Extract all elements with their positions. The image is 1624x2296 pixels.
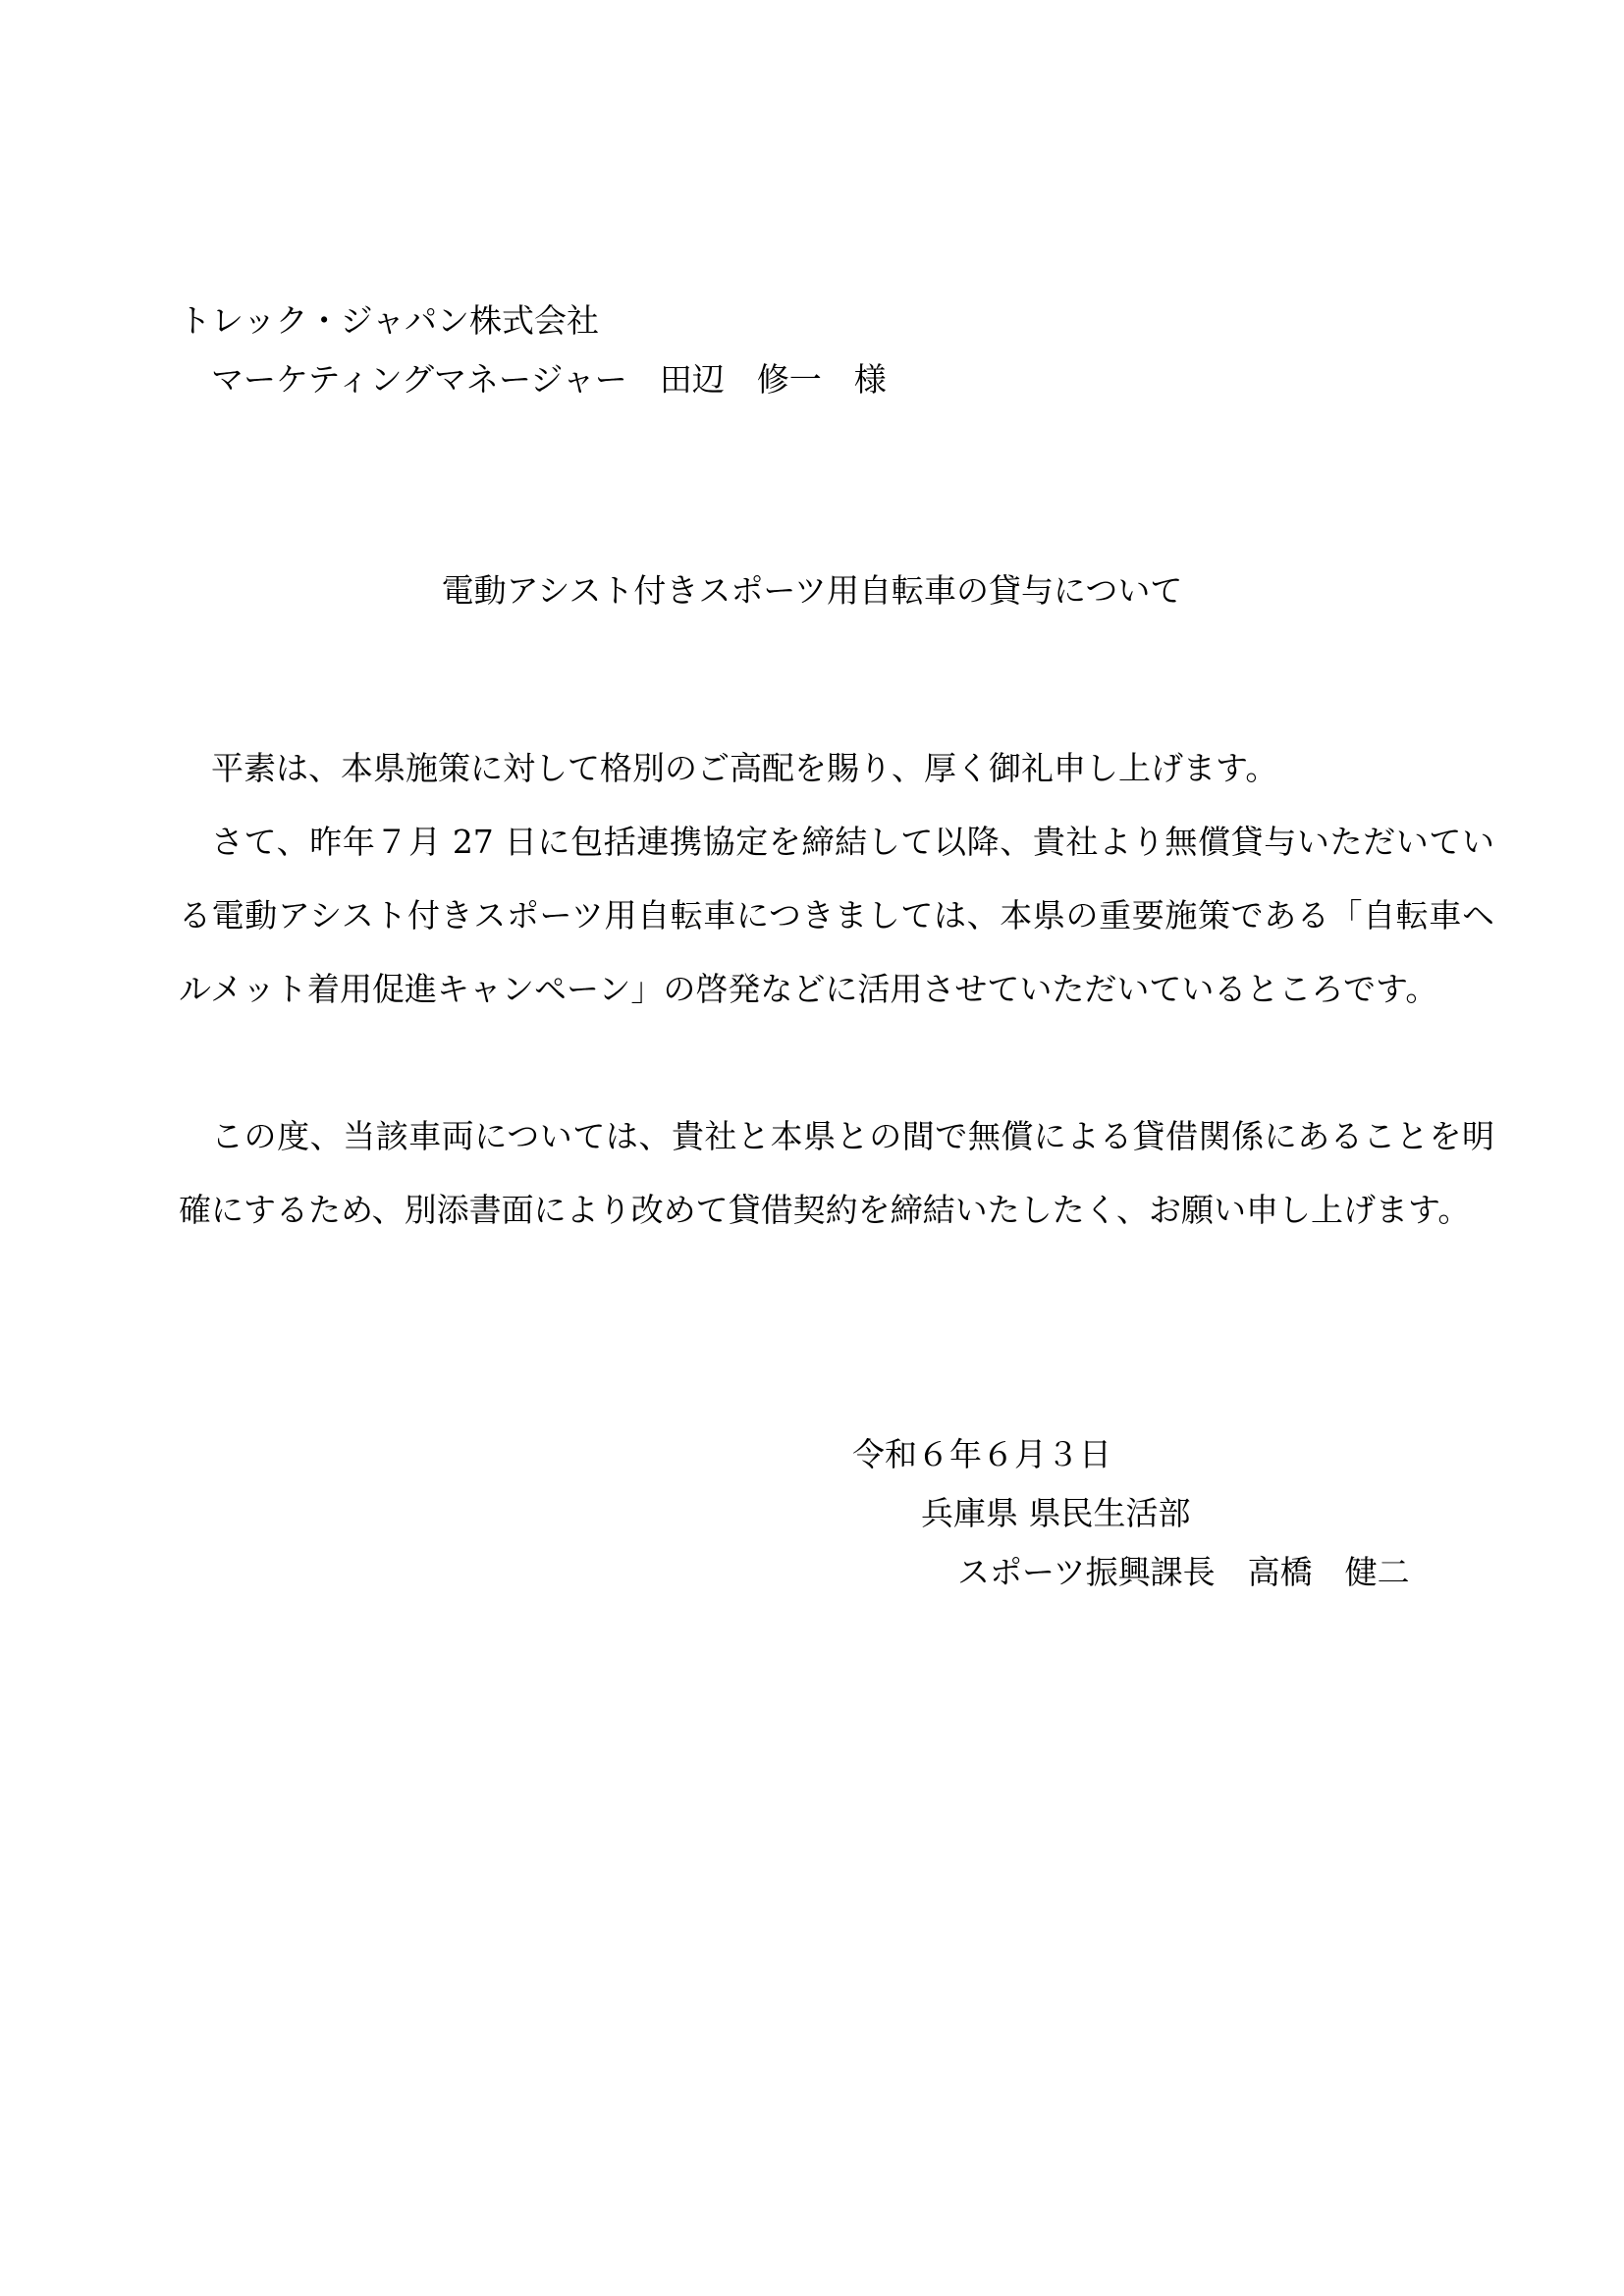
request-paragraph: この度、当該車両については、貴社と本県との間で無償による貸借関係にあることを明確にするため、別添書面により改めて貸借契約を締結いたしたく、お願い申し上げます。: [179, 1117, 1494, 1229]
letter-title: 電動アシスト付きスポーツ用自転車の貸与について: [441, 571, 1183, 610]
greeting-paragraph: 平素は、本県施策に対して格別のご高配を賜り、厚く御礼申し上げます。: [211, 749, 1278, 787]
addressee-person: マーケティングマネージャー 田辺 修一 様: [211, 360, 887, 399]
sender-department: 兵庫県 県民生活部: [921, 1494, 1191, 1532]
body-paragraph: さて、昨年７月 27 日に包括連携協定を締結して以降、貴社より無償貸与いただいている電動アシスト付きスポーツ用自転車につきましては、本県の重要施策である「自転車ヘルメット着用促進キャンペーン」の啓発などに活用させていただいているところです。: [179, 823, 1494, 1008]
addressee-company: トレック・ジャパン株式会社: [179, 301, 600, 340]
sender-official: スポーツ振興課長 高橋 健二: [957, 1553, 1410, 1591]
letter-date: 令和６年６月３日: [852, 1435, 1111, 1473]
